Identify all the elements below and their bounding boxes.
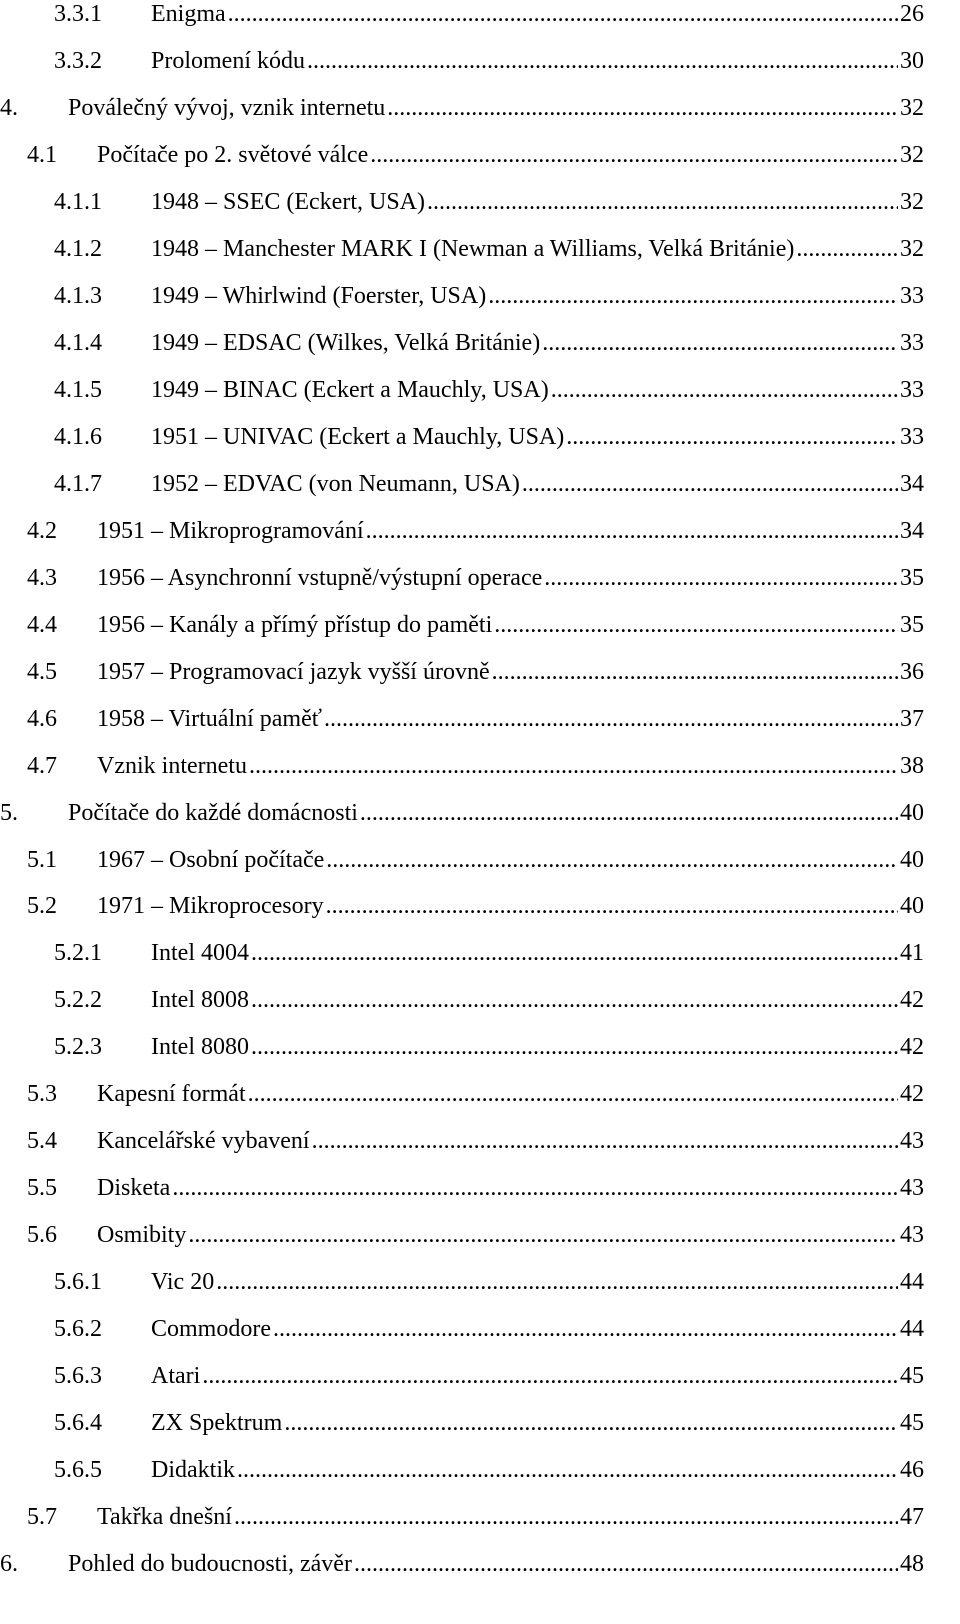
toc-entry-page: 37 <box>900 705 924 732</box>
toc-entry-number: 4.1.5 <box>54 376 102 403</box>
toc-entry-number: 5. <box>0 799 18 826</box>
toc-entry-page: 41 <box>900 940 924 967</box>
toc-dot-leader <box>326 886 898 926</box>
toc-entry-line <box>151 417 924 457</box>
toc-entry-title: Počítače do každé domácnosti <box>68 793 360 833</box>
toc-entry[interactable] <box>0 605 960 645</box>
toc-entry-title: Pohled do budoucnosti, závěr <box>68 1544 354 1584</box>
toc-entry[interactable] <box>0 0 960 34</box>
toc-entry-title: 1949 – BINAC (Eckert a Mauchly, USA) <box>151 370 551 410</box>
toc-entry[interactable] <box>0 511 960 551</box>
toc-entry-page: 33 <box>900 423 924 450</box>
toc-entry-page: 32 <box>900 141 924 168</box>
toc-entry-title: Intel 4004 <box>151 933 251 973</box>
toc-entry-page: 33 <box>900 376 924 403</box>
toc-entry-line <box>68 88 924 128</box>
toc-dot-leader <box>216 1262 898 1302</box>
toc-dot-leader <box>248 1074 898 1114</box>
toc-entry-number: 4.1.6 <box>54 423 102 450</box>
toc-entry-number: 4.1.7 <box>54 470 102 497</box>
toc-dot-leader <box>172 1168 898 1208</box>
toc-entry-page: 42 <box>900 1081 924 1108</box>
toc-entry-line <box>97 135 924 175</box>
toc-entry-line <box>151 41 924 81</box>
toc-dot-leader <box>249 746 898 786</box>
toc-dot-leader <box>202 1356 898 1396</box>
toc-dot-leader <box>387 88 898 128</box>
toc-entry-page: 26 <box>900 1 924 27</box>
toc-entry-line <box>97 1074 924 1114</box>
toc-entry-number: 3.3.2 <box>54 48 102 74</box>
toc-entry[interactable] <box>0 1074 960 1114</box>
toc-entry-number: 5.4 <box>27 1128 57 1155</box>
toc-entry-number: 5.2.1 <box>54 940 102 967</box>
toc-entry-page: 34 <box>900 517 924 544</box>
toc-entry[interactable] <box>0 1450 960 1490</box>
toc-entry-line <box>97 558 924 598</box>
toc-entry-line <box>68 793 924 833</box>
toc-entry-number: 4.1.3 <box>54 282 102 309</box>
toc-entry-page: 32 <box>900 235 924 262</box>
toc-dot-leader <box>551 370 898 410</box>
toc-dot-leader <box>370 135 898 175</box>
toc-entry-title: 1967 – Osobní počítače <box>97 840 326 880</box>
toc-entry-line <box>151 1262 924 1302</box>
toc-dot-leader <box>354 1544 898 1584</box>
toc-entry[interactable] <box>0 182 960 222</box>
toc-entry[interactable] <box>0 1215 960 1255</box>
toc-entry[interactable] <box>0 88 960 128</box>
toc-entry-number: 5.6.1 <box>54 1269 102 1296</box>
toc-entry-number: 5.2.2 <box>54 987 102 1014</box>
toc-entry-number: 4.6 <box>27 705 57 732</box>
toc-entry[interactable] <box>0 135 960 175</box>
toc-entry-page: 43 <box>900 1222 924 1249</box>
toc-entry-title: Osmibity <box>97 1215 188 1255</box>
toc-entry[interactable] <box>0 1121 960 1161</box>
toc-dot-leader <box>488 276 898 316</box>
toc-entry-line <box>151 1403 924 1443</box>
toc-entry-title: Intel 8008 <box>151 980 251 1020</box>
toc-entry-line <box>97 605 924 645</box>
toc-entry-page: 44 <box>900 1269 924 1296</box>
toc-dot-leader <box>251 980 898 1020</box>
toc-entry-number: 5.3 <box>27 1081 57 1108</box>
toc-dot-leader <box>312 1121 898 1161</box>
toc-dot-leader <box>360 793 898 833</box>
toc-entry-title: Didaktik <box>151 1450 237 1490</box>
toc-entry-page: 42 <box>900 1034 924 1061</box>
toc-entry-line <box>151 933 924 973</box>
toc-entry-page: 48 <box>900 1551 924 1577</box>
toc-entry-number: 4.2 <box>27 517 57 544</box>
toc-entry-number: 4.3 <box>27 564 57 591</box>
toc-entry-number: 5.2.3 <box>54 1034 102 1061</box>
toc-entry[interactable] <box>0 276 960 316</box>
toc-entry-number: 5.7 <box>27 1504 57 1530</box>
toc-entry-title: Takřka dnešní <box>97 1497 234 1537</box>
toc-entry-number: 5.6.2 <box>54 1316 102 1343</box>
toc-entry[interactable] <box>0 933 960 973</box>
toc-entry[interactable] <box>0 886 960 926</box>
toc-entry[interactable] <box>0 980 960 1020</box>
toc-dot-leader <box>522 464 898 504</box>
toc-dot-leader <box>544 558 898 598</box>
toc-entry-page: 40 <box>900 893 924 920</box>
toc-entry-number: 4.7 <box>27 752 57 779</box>
toc-entry-title: Prolomení kódu <box>151 41 307 81</box>
toc-entry-line <box>151 370 924 410</box>
toc-entry-page: 45 <box>900 1410 924 1437</box>
toc-entry-number: 5.6 <box>27 1222 57 1249</box>
toc-entry-title: Enigma <box>151 0 228 34</box>
toc-entry-title: 1948 – SSEC (Eckert, USA) <box>151 182 427 222</box>
toc-entry-page: 42 <box>900 987 924 1014</box>
toc-dot-leader <box>326 840 898 880</box>
toc-dot-leader <box>284 1403 898 1443</box>
toc-entry-title: 1957 – Programovací jazyk vyšší úrovně <box>97 652 492 692</box>
toc-entry-title: 1949 – EDSAC (Wilkes, Velká Británie) <box>151 323 542 363</box>
toc-entry-line <box>151 229 924 269</box>
toc-entry-line <box>97 652 924 692</box>
toc-entry-title: Kapesní formát <box>97 1074 248 1114</box>
toc-entry-page: 34 <box>900 470 924 497</box>
toc-entry-title: Disketa <box>97 1168 172 1208</box>
toc-entry-line <box>97 1497 924 1537</box>
toc-dot-leader <box>566 417 898 457</box>
toc-entry-page: 44 <box>900 1316 924 1343</box>
toc-entry-page: 33 <box>900 282 924 309</box>
toc-entry[interactable] <box>0 1309 960 1349</box>
toc-entry-number: 4.4 <box>27 611 57 638</box>
toc-entry-number: 5.6.5 <box>54 1457 102 1484</box>
toc-dot-leader <box>542 323 898 363</box>
toc-entry-page: 40 <box>900 799 924 826</box>
toc-entry-page: 47 <box>900 1504 924 1530</box>
toc-dot-leader <box>188 1215 898 1255</box>
toc-entry[interactable] <box>0 41 960 81</box>
toc-entry-page: 45 <box>900 1363 924 1390</box>
toc-entry-number: 4. <box>0 94 18 121</box>
toc-entry-number: 4.1.4 <box>54 329 102 356</box>
toc-entry-title: Vznik internetu <box>97 746 249 786</box>
toc-entry-title: ZX Spektrum <box>151 1403 284 1443</box>
toc-entry[interactable] <box>0 1168 960 1208</box>
toc-dot-leader <box>251 1027 898 1067</box>
toc-entry-number: 4.5 <box>27 658 57 685</box>
toc-entry-title: Intel 8080 <box>151 1027 251 1067</box>
toc-entry-page: 40 <box>900 846 924 873</box>
toc-dot-leader <box>251 933 898 973</box>
toc-entry-title: 1948 – Manchester MARK I (Newman a Williams, Velká Británie) <box>151 229 796 269</box>
toc-entry-line <box>151 1309 924 1349</box>
toc-entry-title: 1971 – Mikroprocesory <box>97 886 326 926</box>
toc-entry-number: 4.1 <box>27 141 57 168</box>
toc-entry-line <box>97 511 924 551</box>
toc-entry-line <box>68 1544 924 1584</box>
toc-entry-line <box>97 1215 924 1255</box>
toc-entry-line <box>97 746 924 786</box>
toc-entry-title: Vic 20 <box>151 1262 216 1302</box>
toc-entry-line <box>151 182 924 222</box>
toc-entry[interactable] <box>0 746 960 786</box>
toc-entry-title: Kancelářské vybavení <box>97 1121 312 1161</box>
toc-entry[interactable] <box>0 1403 960 1443</box>
toc-dot-leader <box>324 699 898 739</box>
toc-entry-line <box>97 840 924 880</box>
toc-entry-title: Počítače po 2. světové válce <box>97 135 370 175</box>
toc-entry-page: 35 <box>900 611 924 638</box>
toc-entry-title: 1951 – Mikroprogramování <box>97 511 366 551</box>
toc-entry[interactable] <box>0 1262 960 1302</box>
toc-entry-line <box>151 980 924 1020</box>
toc-entry-page: 43 <box>900 1128 924 1155</box>
toc-entry[interactable] <box>0 323 960 363</box>
toc-entry-number: 5.5 <box>27 1175 57 1202</box>
toc-dot-leader <box>366 511 898 551</box>
toc-dot-leader <box>492 652 898 692</box>
toc-entry-title: Commodore <box>151 1309 273 1349</box>
toc-dot-leader <box>234 1497 898 1537</box>
toc-dot-leader <box>228 0 898 34</box>
toc-entry[interactable] <box>0 699 960 739</box>
toc-dot-leader <box>796 229 898 269</box>
toc-entry-page: 46 <box>900 1457 924 1484</box>
toc-entry-title: Poválečný vývoj, vznik internetu <box>68 88 387 128</box>
toc-entry[interactable] <box>0 370 960 410</box>
toc-entry-page: 30 <box>900 48 924 74</box>
toc-entry-title: 1956 – Kanály a přímý přístup do paměti <box>97 605 494 645</box>
toc-entry-line <box>97 886 924 926</box>
toc-entry-page: 38 <box>900 752 924 779</box>
toc-entry-page: 43 <box>900 1175 924 1202</box>
toc-dot-leader <box>273 1309 898 1349</box>
toc-entry-line <box>151 1027 924 1067</box>
toc-entry[interactable] <box>0 652 960 692</box>
toc-entry-page: 32 <box>900 94 924 121</box>
toc-entry[interactable] <box>0 464 960 504</box>
toc-entry[interactable] <box>0 1544 960 1584</box>
toc-entry-line <box>151 276 924 316</box>
toc-entry-number: 5.6.3 <box>54 1363 102 1390</box>
toc-entry-line <box>151 1450 924 1490</box>
toc-dot-leader <box>494 605 898 645</box>
toc-dot-leader <box>427 182 898 222</box>
toc-entry-number: 3.3.1 <box>54 1 102 27</box>
toc-entry[interactable] <box>0 840 960 880</box>
toc-entry-title: 1958 – Virtuální paměť <box>97 699 324 739</box>
toc-entry-page: 32 <box>900 188 924 215</box>
toc-entry-page: 33 <box>900 329 924 356</box>
toc-entry-line <box>97 1168 924 1208</box>
toc-dot-leader <box>307 41 898 81</box>
toc-entry-number: 4.1.2 <box>54 235 102 262</box>
toc-entry-number: 5.2 <box>27 893 57 920</box>
toc-entry-title: 1952 – EDVAC (von Neumann, USA) <box>151 464 522 504</box>
toc-entry-page: 36 <box>900 658 924 685</box>
toc-entry-title: 1951 – UNIVAC (Eckert a Mauchly, USA) <box>151 417 566 457</box>
toc-entry-number: 6. <box>0 1551 18 1577</box>
toc-entry-line <box>97 699 924 739</box>
toc-entry[interactable] <box>0 1027 960 1067</box>
toc-entry[interactable] <box>0 558 960 598</box>
toc-entry-line <box>151 0 924 34</box>
toc-entry-page: 35 <box>900 564 924 591</box>
toc-entry-title: 1956 – Asynchronní vstupně/výstupní operace <box>97 558 544 598</box>
toc-entry[interactable] <box>0 1356 960 1396</box>
toc-dot-leader <box>237 1450 898 1490</box>
toc-entry[interactable] <box>0 229 960 269</box>
toc-entry-line <box>151 323 924 363</box>
toc-entry-number: 5.1 <box>27 846 57 873</box>
toc-entry-line <box>97 1121 924 1161</box>
toc-entry-line <box>151 464 924 504</box>
toc-entry[interactable] <box>0 1497 960 1537</box>
toc-entry-number: 5.6.4 <box>54 1410 102 1437</box>
toc-entry-title: Atari <box>151 1356 202 1396</box>
toc-entry-number: 4.1.1 <box>54 188 102 215</box>
toc-entry[interactable] <box>0 417 960 457</box>
toc-entry-line <box>151 1356 924 1396</box>
toc-entry[interactable] <box>0 793 960 833</box>
toc-entry-title: 1949 – Whirlwind (Foerster, USA) <box>151 276 488 316</box>
